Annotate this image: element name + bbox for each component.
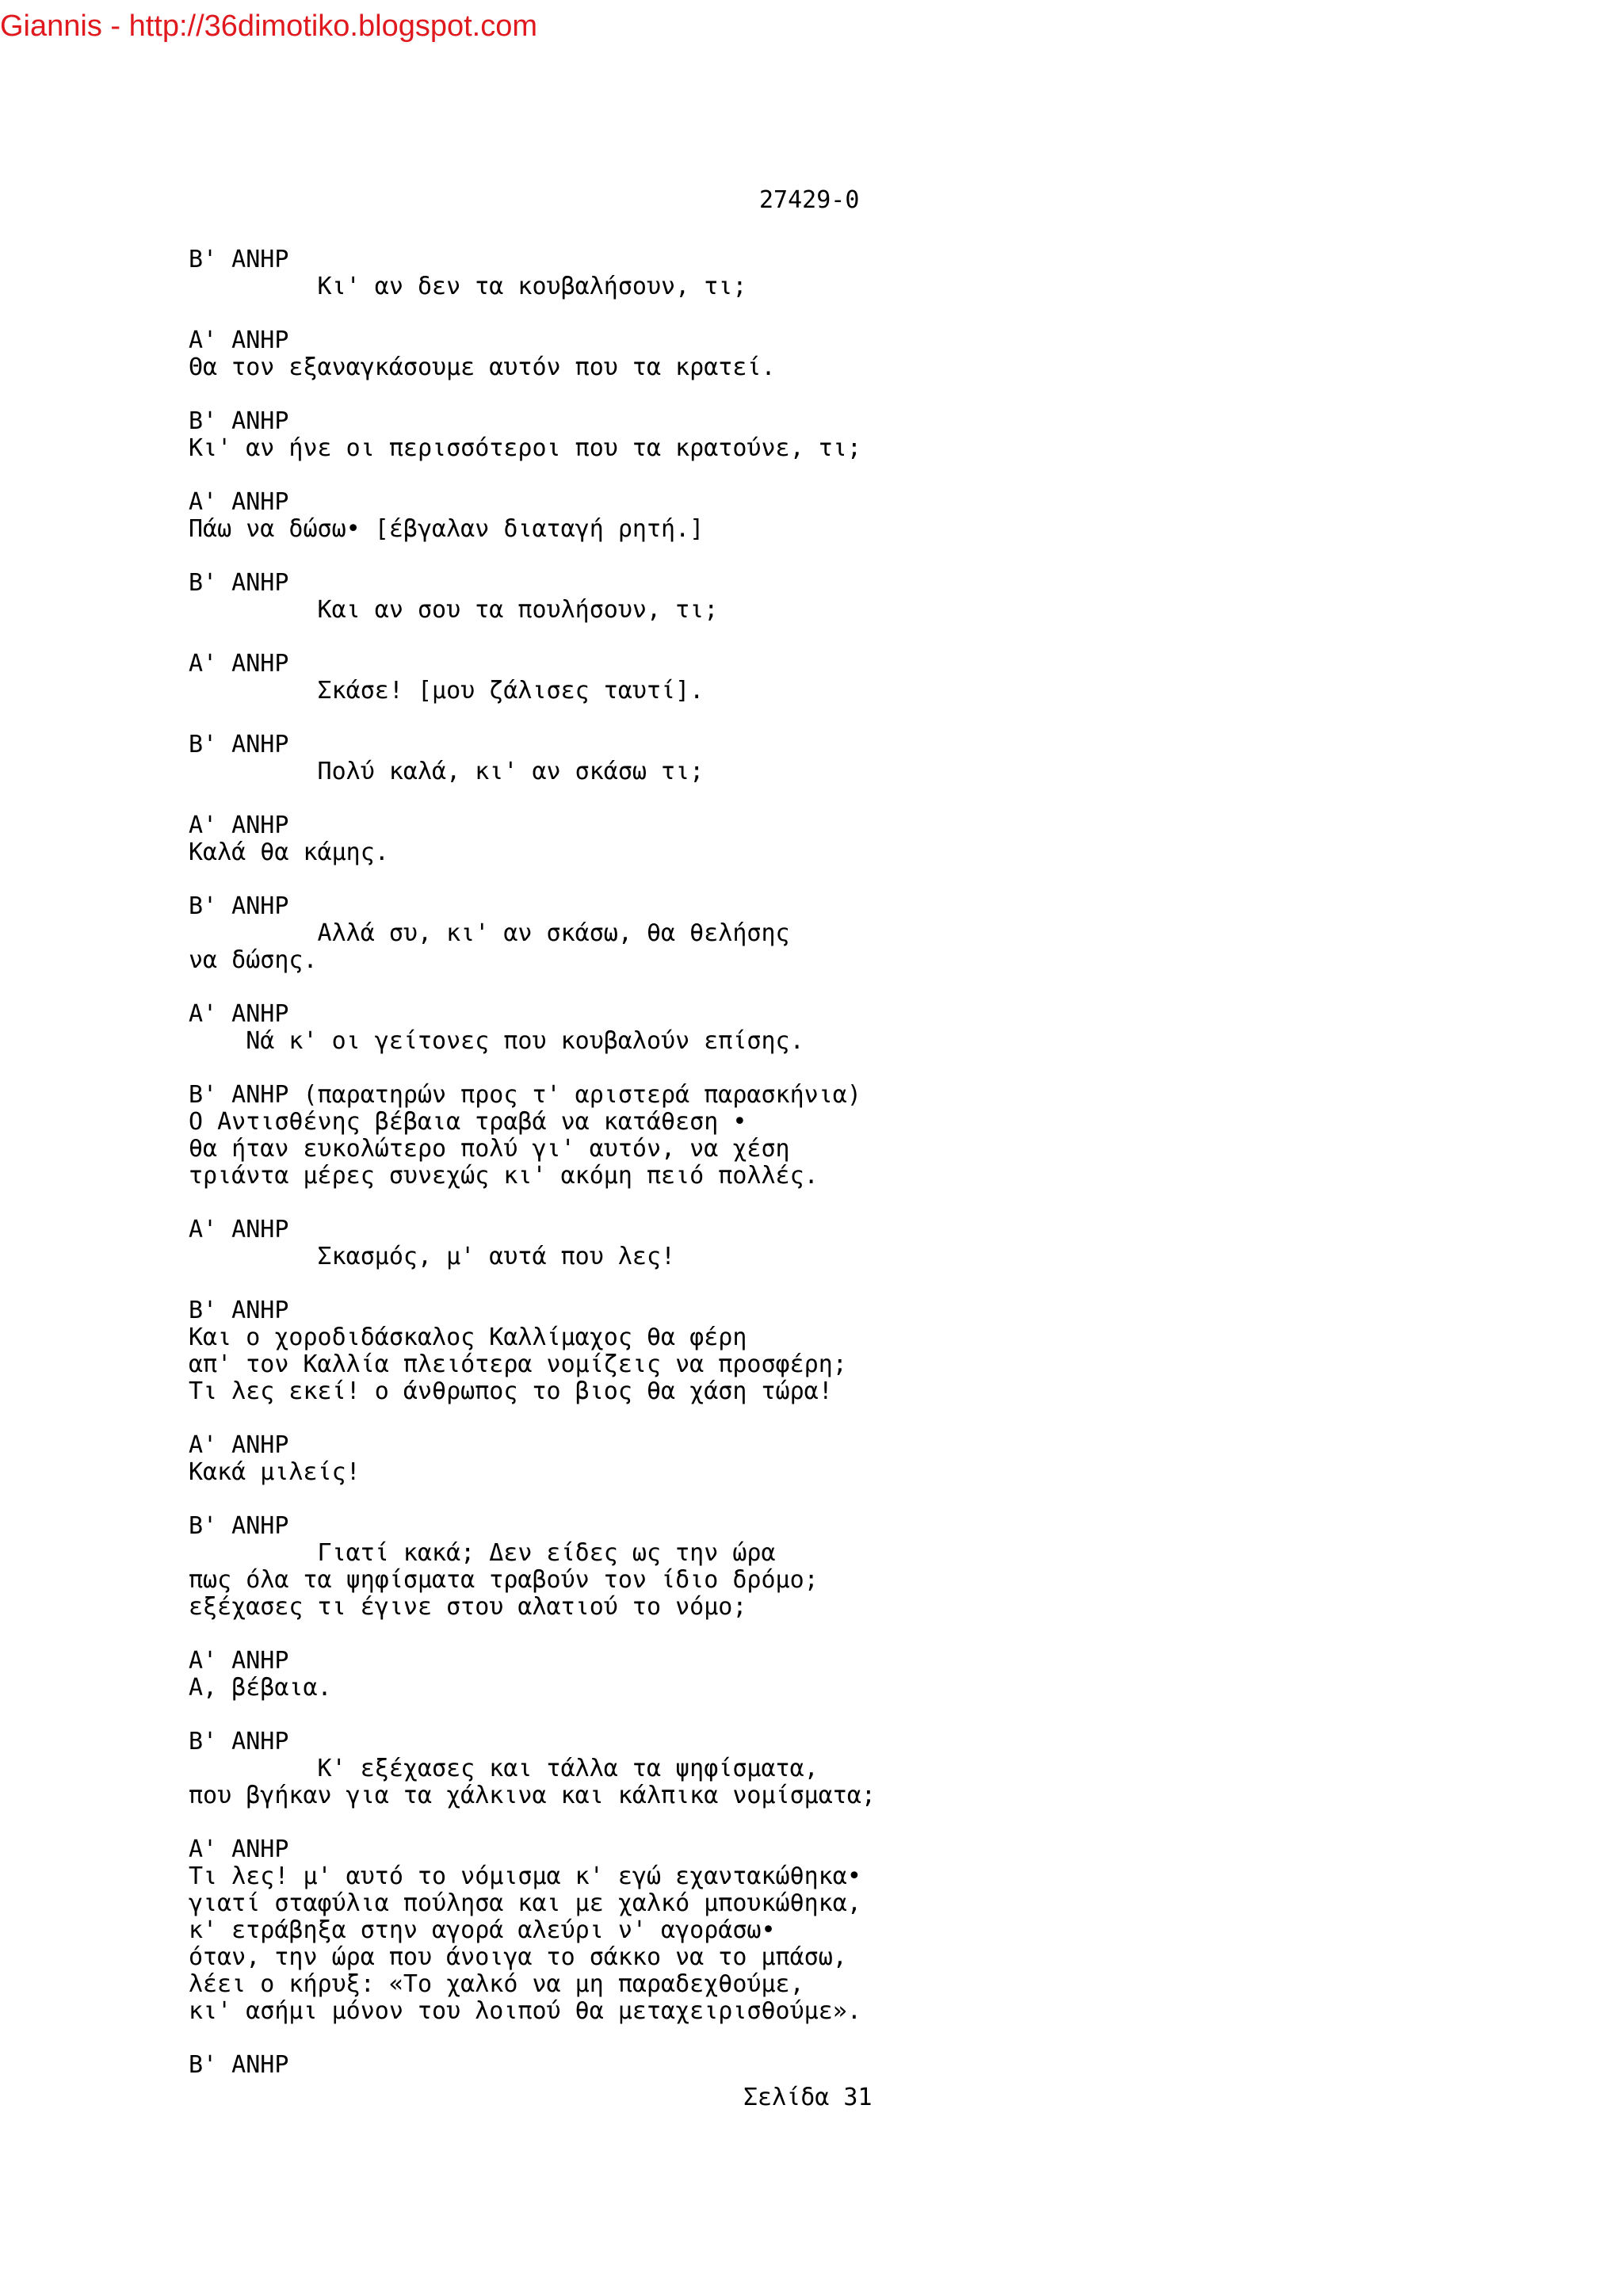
dialogue-block: [189, 651, 1377, 705]
dialogue-line: Κι' αν δεν τα κουβαλήσουν, τι;: [189, 273, 747, 300]
dialogue-block: [189, 732, 1377, 785]
dialogue-line: γιατί σταφύλια πούλησα και με χαλκό μπουκώθηκα,: [189, 1889, 861, 1917]
dialogue-line: να δώσης.: [189, 946, 318, 974]
dialogue-line: πως όλα τα ψηφίσματα τραβούν τον ίδιο δρόμο;: [189, 1566, 819, 1594]
dialogue-block: [189, 1082, 1377, 1190]
speaker-label: Β' ΑΝΗΡ: [189, 731, 289, 758]
dialogue-block: [189, 1217, 1377, 1270]
dialogue-line: Θα τον εξαναγκάσουμε αυτόν που τα κρατεί.: [189, 353, 776, 381]
dialogue-block: [189, 1729, 1377, 1809]
dialogue-line: κ' ετράβηξα στην αγορά αλεύρι ν' αγοράσω•: [189, 1916, 776, 1944]
speaker-label: Α' ΑΝΗΡ: [189, 812, 289, 839]
speaker-label: Β' ΑΝΗΡ: [189, 1297, 289, 1324]
dialogue-block: [189, 1513, 1377, 1621]
speaker-label: Α' ΑΝΗΡ: [189, 1216, 289, 1244]
dialogue-line: Σκάσε! [μου ζάλισες ταυτί].: [189, 677, 705, 705]
speaker-label: Β' ΑΝΗΡ: [189, 246, 289, 273]
dialogue-line: Κ' εξέχασες και τάλλα τα ψηφίσματα,: [189, 1755, 819, 1782]
speaker-label: Β' ΑΝΗΡ: [189, 1728, 289, 1755]
speaker-label: Α' ΑΝΗΡ: [189, 327, 289, 354]
dialogue-line: Πολύ καλά, κι' αν σκάσω τι;: [189, 758, 705, 785]
dialogue-block: [189, 893, 1377, 974]
speaker-label: Α' ΑΝΗΡ: [189, 1647, 289, 1675]
page-number: Σελίδα 31: [743, 2084, 873, 2111]
dialogue-line: Ο Αντισθένης βέβαια τραβά να κατάθεση •: [189, 1108, 747, 1136]
dialogue-block: [189, 1836, 1377, 2025]
dialogue-line: Σκασμός, μ' αυτά που λες!: [189, 1243, 676, 1270]
dialogue-line: θα ήταν ευκολώτερο πολύ γι' αυτόν, να χέση: [189, 1135, 790, 1163]
dialogue-line: κι' ασήμι μόνον του λοιπού θα μεταχειρισθούμε».: [189, 1997, 861, 2025]
dialogue-block: [189, 246, 1377, 300]
dialogue-block: [189, 570, 1377, 624]
dialogue-block: [189, 1001, 1377, 1055]
dialogue-line: Και αν σου τα πουλήσουν, τι;: [189, 596, 719, 624]
dialogue-block: [189, 327, 1377, 381]
dialogue-line: Τι λες! μ' αυτό το νόμισμα κ' εγώ εχαντακώθηκα•: [189, 1862, 861, 1890]
speaker-label: Α' ΑΝΗΡ: [189, 1431, 289, 1459]
dialogue-block: [189, 408, 1377, 462]
dialogue-line: απ' τον Καλλία πλειότερα νομίζεις να προσφέρη;: [189, 1350, 847, 1378]
dialogue-line: Πάω να δώσω• [έβγαλαν διαταγή ρητή.]: [189, 515, 705, 543]
watermark-link[interactable]: Giannis - http://36dimotiko.blogspot.com: [0, 10, 538, 43]
dialogue-line: Γιατί κακά; Δεν είδες ως την ώρα: [189, 1539, 776, 1567]
speaker-label: Β' ΑΝΗΡ: [189, 892, 289, 920]
speaker-label: Β' ΑΝΗΡ: [189, 569, 289, 597]
dialogue-block: [189, 1297, 1377, 1405]
speaker-label: Α' ΑΝΗΡ: [189, 1000, 289, 1028]
speaker-label: Α' ΑΝΗΡ: [189, 488, 289, 516]
document-id: 27429-0: [759, 186, 860, 214]
dialogue-line: Α, βέβαια.: [189, 1674, 332, 1702]
dialogue-line: Καλά θα κάμης.: [189, 839, 389, 866]
dialogue-line: τριάντα μέρες συνεχώς κι' ακόμη πειό πολλές.: [189, 1162, 819, 1190]
dialogue-line: Τι λες εκεί! ο άνθρωπος το βιος θα χάση τώρα!: [189, 1377, 833, 1405]
speaker-label: Α' ΑΝΗΡ: [189, 1836, 289, 1863]
dialogue-block: [189, 2052, 1377, 2079]
speaker-label: Β' ΑΝΗΡ (παρατηρών προς τ' αριστερά παρασκήνια): [189, 1081, 861, 1109]
speaker-label: Β' ΑΝΗΡ: [189, 407, 289, 435]
speaker-label: Β' ΑΝΗΡ: [189, 2051, 289, 2079]
dialogue-line: που βγήκαν για τα χάλκινα και κάλπικα νομίσματα;: [189, 1782, 876, 1809]
dialogue-line: Νά κ' οι γείτονες που κουβαλούν επίσης.: [189, 1027, 804, 1055]
dialogue-line: Αλλά συ, κι' αν σκάσω, θα θελήσης: [189, 919, 790, 947]
speaker-label: Β' ΑΝΗΡ: [189, 1512, 289, 1540]
dialogue-line: λέει ο κήρυξ: «Το χαλκό να μη παραδεχθούμε,: [189, 1970, 804, 1998]
dialogue-line: όταν, την ώρα που άνοιγα το σάκκο να το μπάσω,: [189, 1943, 847, 1971]
dialogue-line: Κακά μιλείς!: [189, 1458, 361, 1486]
dialogue-line: Και ο χοροδιδάσκαλος Καλλίμαχος θα φέρη: [189, 1324, 747, 1351]
dialogue-block: [189, 1648, 1377, 1702]
dialogue-body: [189, 246, 1377, 2106]
dialogue-line: Κι' αν ήνε οι περισσότεροι που τα κρατούνε, τι;: [189, 434, 861, 462]
dialogue-block: [189, 1432, 1377, 1486]
dialogue-line: εξέχασες τι έγινε στου αλατιού το νόμο;: [189, 1593, 747, 1621]
dialogue-block: [189, 489, 1377, 543]
dialogue-block: [189, 812, 1377, 866]
speaker-label: Α' ΑΝΗΡ: [189, 650, 289, 678]
